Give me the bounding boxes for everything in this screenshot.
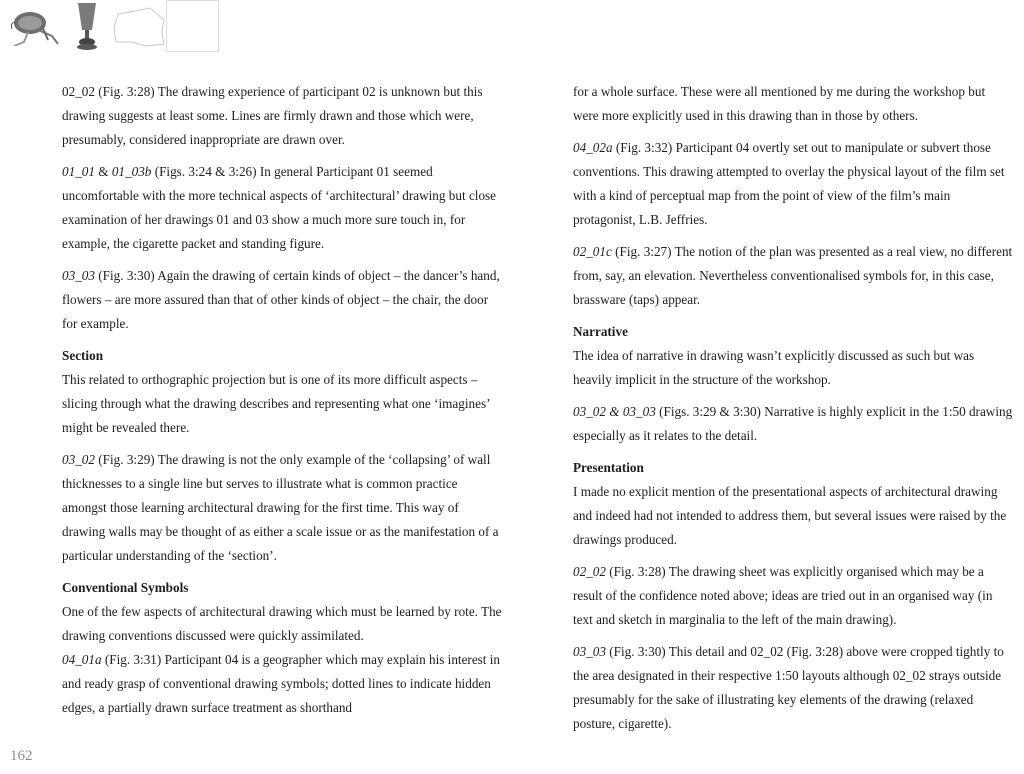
paragraph-04-01a: 04_01a (Fig. 3:31) Participant 04 is a geographer which may explain his interest in and ready grasp of conventional drawing symbols; dotted lines to indicate hidden edges, a partially drawn surface treatment as shorthand [62,652,501,715]
conventional-symbols-heading: Conventional Symbols [62,580,189,595]
blank-square-icon[interactable] [166,0,219,52]
thumbnail-strip [0,0,230,56]
paragraph-02-01c: 02_01c (Fig. 3:27) The notion of the plan was presented as a real view, no different from, say, an elevation. Nevertheless conventionalised symbols for, in this case, brassware (taps) appear. [573,244,1013,307]
goblet-engraving-icon[interactable] [74,2,100,52]
narrative-heading: Narrative [573,324,628,339]
flea-engraving-icon[interactable] [8,6,60,46]
narrative-text: The idea of narrative in drawing wasn’t explicitly discussed as such but was heavily implicit in the structure of the workshop. [573,348,975,387]
paragraph-03-03: 03_03 (Fig. 3:30) Again the drawing of certain kinds of object – the dancer’s hand, flowers – are more assured than that of other kinds of object – the chair, the door for example. [62,268,500,331]
presentation-heading: Presentation [573,460,644,475]
presentation-text: I made no explicit mention of the presentational aspects of architectural drawing and indeed had not intended to address them, but several issues were raised by the drawings produced. [573,484,1007,547]
paragraph-03-03-presentation: 03_03 (Fig. 3:30) This detail and 02_02 (Fig. 3:28) above were cropped tightly to the area designated in their respective 1:50 layouts although 02_02 strays outside presumably for the sake of illustrating key elements of the drawing (relaxed posture, cigarette). [573,644,1004,731]
section-heading: Section [62,348,104,363]
page-number: 162 [10,748,33,764]
irregular-shape-outline-icon[interactable] [112,6,168,48]
paragraph-01-01: 01_01 & 01_03b (Figs. 3:24 & 3:26) In general Participant 01 seemed uncomfortable with the more technical aspects of ‘architectural’ drawing but close examination of her drawings 01 and 03 show a much more sure touch in, for example, the cigarette packet and standing figure. [62,164,497,251]
paragraph-02-02-presentation: 02_02 (Fig. 3:28) The drawing sheet was explicitly organised which may be a result of the confidence noted above; ideas are tried out in an organised way (in text and sketch in marginalia to the left of the main drawing). [573,564,993,627]
paragraph-04-01a-continued: for a whole surface. These were all mentioned by me during the workshop but were more explicitly used in this drawing than in those by others. [573,84,986,123]
conventional-symbols-text: One of the few aspects of architectural drawing which must be learned by rote. The drawing conventions discussed were quickly assimilated. [62,604,502,643]
paragraph-03-02-03-03: 03_02 & 03_03 (Figs. 3:29 & 3:30) Narrative is highly explicit in the 1:50 drawing especially as it relates to the detail. [573,404,1013,443]
paragraph-04-02a: 04_02a (Fig. 3:32) Participant 04 overtly set out to manipulate or subvert those conventions. This drawing attempted to overlay the physical layout of the film set with a kind of perceptual map from the point of view of the film’s main protagonist, L.B. Jeffries. [573,140,1005,227]
paragraph-02-02: 02_02 (Fig. 3:28) The drawing experience of participant 02 is unknown but this drawing suggests at least some. Lines are firmly drawn and those which were, presumably, considered inappropriate are drawn over. [62,84,483,147]
right-column [573,80,1013,744]
paragraph-03-02: 03_02 (Fig. 3:29) The drawing is not the only example of the ‘collapsing’ of wall thicknesses to a single line but serves to illustrate what is common practice amongst those learning architectural drawing for the first time. This way of drawing walls may be thought of as either a scale issue or as the manifestation of a particular understanding of the ‘section’. [62,452,499,563]
left-column [62,80,502,728]
section-text: This related to orthographic projection but is one of its more difficult aspects – slicing through what the drawing describes and representing what one ‘imagines’ might be revealed there. [62,372,490,435]
